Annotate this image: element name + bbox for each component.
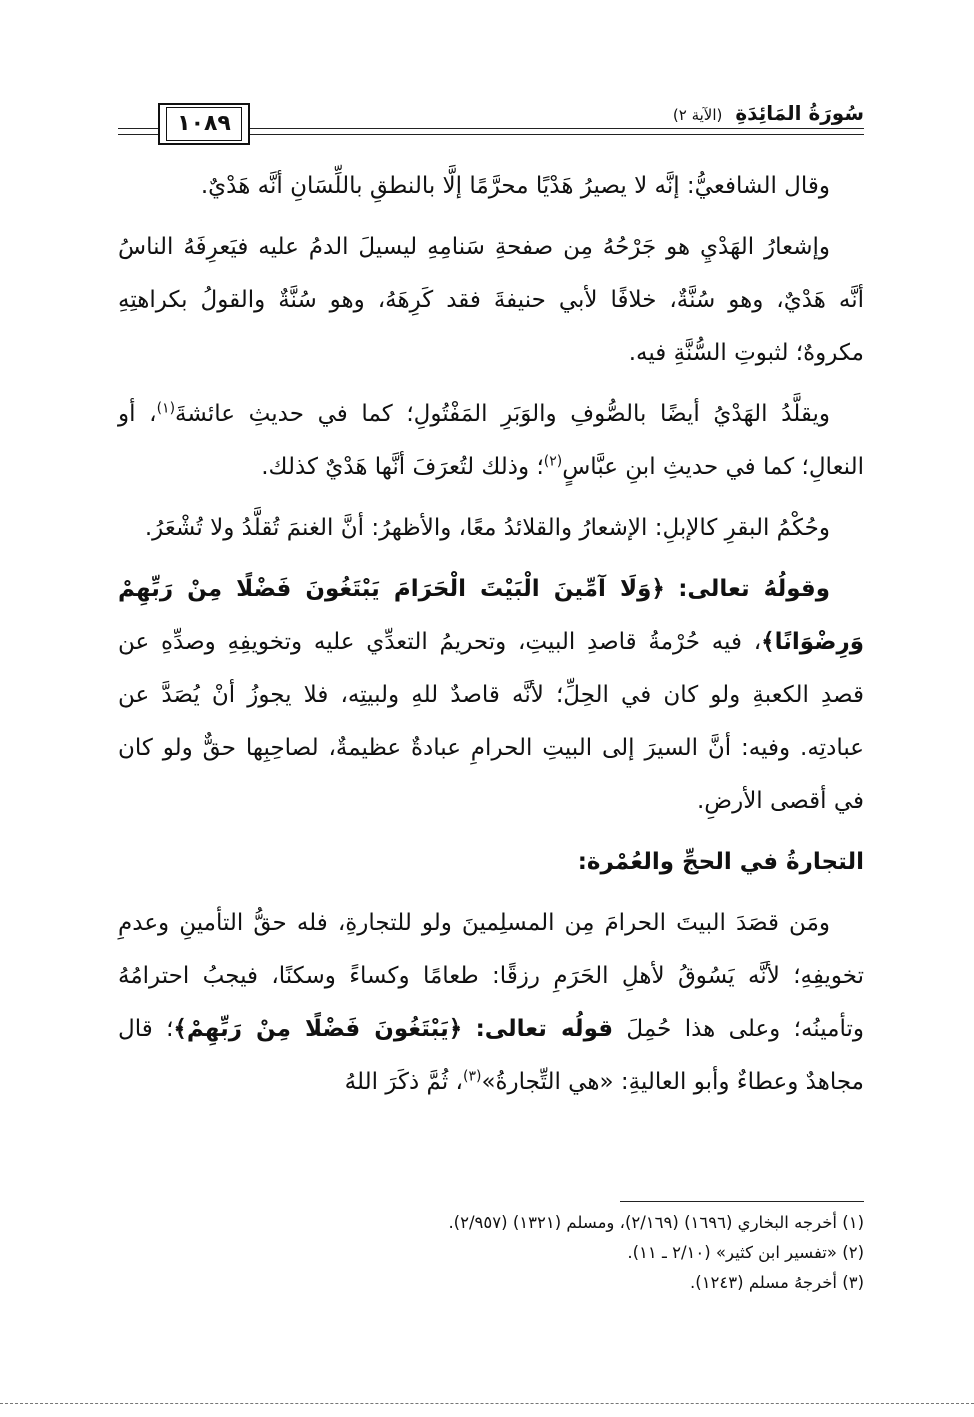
page-number-box [158, 103, 250, 145]
footnote-2: (٢) «تفسير ابن كثير» (٢/١٠ ـ ١١). [627, 1243, 864, 1262]
paragraph-5 [118, 563, 864, 828]
verse-intro-label-2: قولُه تعالى: [475, 1016, 614, 1042]
verse-reference: (الآية ٢) [672, 106, 723, 124]
paragraph-3 [118, 388, 864, 494]
paragraph-1: وقال الشافعيُّ: إنَّه لا يصيرُ هَدْيًا محرَّمًا إلَّا بالنطقِ باللِّسَانِ أنَّه هَدْيٌ. [200, 173, 830, 199]
paragraph-3-text-b: ، أو النعالِ؛ كما في حديثِ ابنِ عبَّاسٍ [118, 401, 864, 480]
paragraph-6-text-a: ومَن قصَدَ البيتَ الحرامَ مِن المسلِمينَ ولو للتجارةِ، فله حقُّ التأمينِ وعدمِ تخويفِهِ؛ لأنَّه يَسُوقُ لأهلِ الحَرَمِ رزقًا: طعامًا وكساءً وسكنًا، فيجبُ احترامُهُ وتأمينُه؛ وعلى هذا حُمِلَ [118, 910, 865, 1042]
surah-title: سُورَةُ المَائِدَةِ [735, 101, 864, 125]
footnote-1: (١) أخرجه البخاري (١٦٩٦) (٢/١٦٩)، ومسلم (١٣٢١) (٢/٩٥٧). [448, 1213, 864, 1232]
verse-intro-label: وقولُهُ تعالى: [678, 576, 830, 602]
footnote-ref-3: (٣) [462, 1068, 482, 1085]
quran-quote: ﴿وَلَا آمِّينَ الْبَيْتَ الْحَرَامَ يَبْتَغُونَ فَضْلًا مِنْ رَبِّهِمْ وَرِضْوَانًا﴾ [118, 576, 864, 655]
footnote-3: (٣) أخرجهُ مسلم (١٢٤٣). [690, 1273, 864, 1292]
section-heading: التجارةُ في الحجِّ والعُمْرة: [577, 849, 864, 875]
footnote-ref-1: (١) [156, 400, 176, 417]
page-trim-line [0, 1403, 974, 1404]
footnote-separator [620, 1201, 864, 1202]
quran-quote-2: ﴿يَبْتَغُونَ فَضْلًا مِنْ رَبِّهِمْ﴾ [173, 1016, 463, 1042]
paragraph-6-text-c: ، ثُمَّ ذكَرَ اللهُ [344, 1069, 463, 1095]
paragraph-2: وإشعارُ الهَدْيِ هو جَرْحُهُ مِن صفحةِ سَنامِهِ ليسيلَ الدمُ عليه فيَعرِفَهُ الناسُ أنَّه هَدْيٌ، وهو سُنَّةٌ، خلافًا لأبي حنيفةَ فقد كَرِهَهُ، وهو سُنَّةٌ والقولُ بكراهتِهِ مكروهٌ؛ لثبوتِ السُّنَّةِ فيه. [118, 234, 864, 366]
paragraph-5-text: ، فيه حُرْمةُ قاصدِ البيتِ، وتحريمُ التعدِّي عليه وتخويفِهِ وصدِّهِ عن قصدِ الكعبةِ ولو كان في الحِلِّ؛ لأنَّه قاصدٌ للهِ ولبيتِه، فلا يجوزُ أنْ يُصَدَّ عن عبادتِه. وفيه: أنَّ السيرَ إلى البيتِ الحرامِ عبادةٌ عظيمةٌ، لصاحِبِها حقٌّ ولو كان في أقصى الأرضِ. [118, 629, 864, 814]
main-text [118, 160, 864, 1117]
footnote-ref-2: (٢) [543, 453, 563, 470]
paragraph-4: وحُكْمُ البقرِ كالإبلِ: الإشعارُ والقلائدُ معًا، والأظهرُ: أنَّ الغنمَ تُقلَّدُ ولا تُشْعَرُ. [144, 515, 830, 541]
running-head [667, 100, 864, 128]
paragraph-6-text-b: ؛ قال مجاهدٌ وعطاءٌ وأبو العاليةِ: «هي التِّجارةُ» [118, 1016, 864, 1095]
paragraph-6 [118, 897, 864, 1109]
paragraph-3-text-c: ؛ وذلك لتُعرَفَ أنَّها هَدْيٌ كذلك. [261, 454, 544, 480]
page-number: ١٠٨٩ [166, 107, 242, 141]
paragraph-3-text-a: ويقلَّدُ الهَدْيُ أيضًا بالصُّوفِ والوَبَرِ المَفْتُولِ؛ كما في حديثِ عائشةَ [175, 401, 830, 427]
footnotes [118, 1208, 864, 1298]
